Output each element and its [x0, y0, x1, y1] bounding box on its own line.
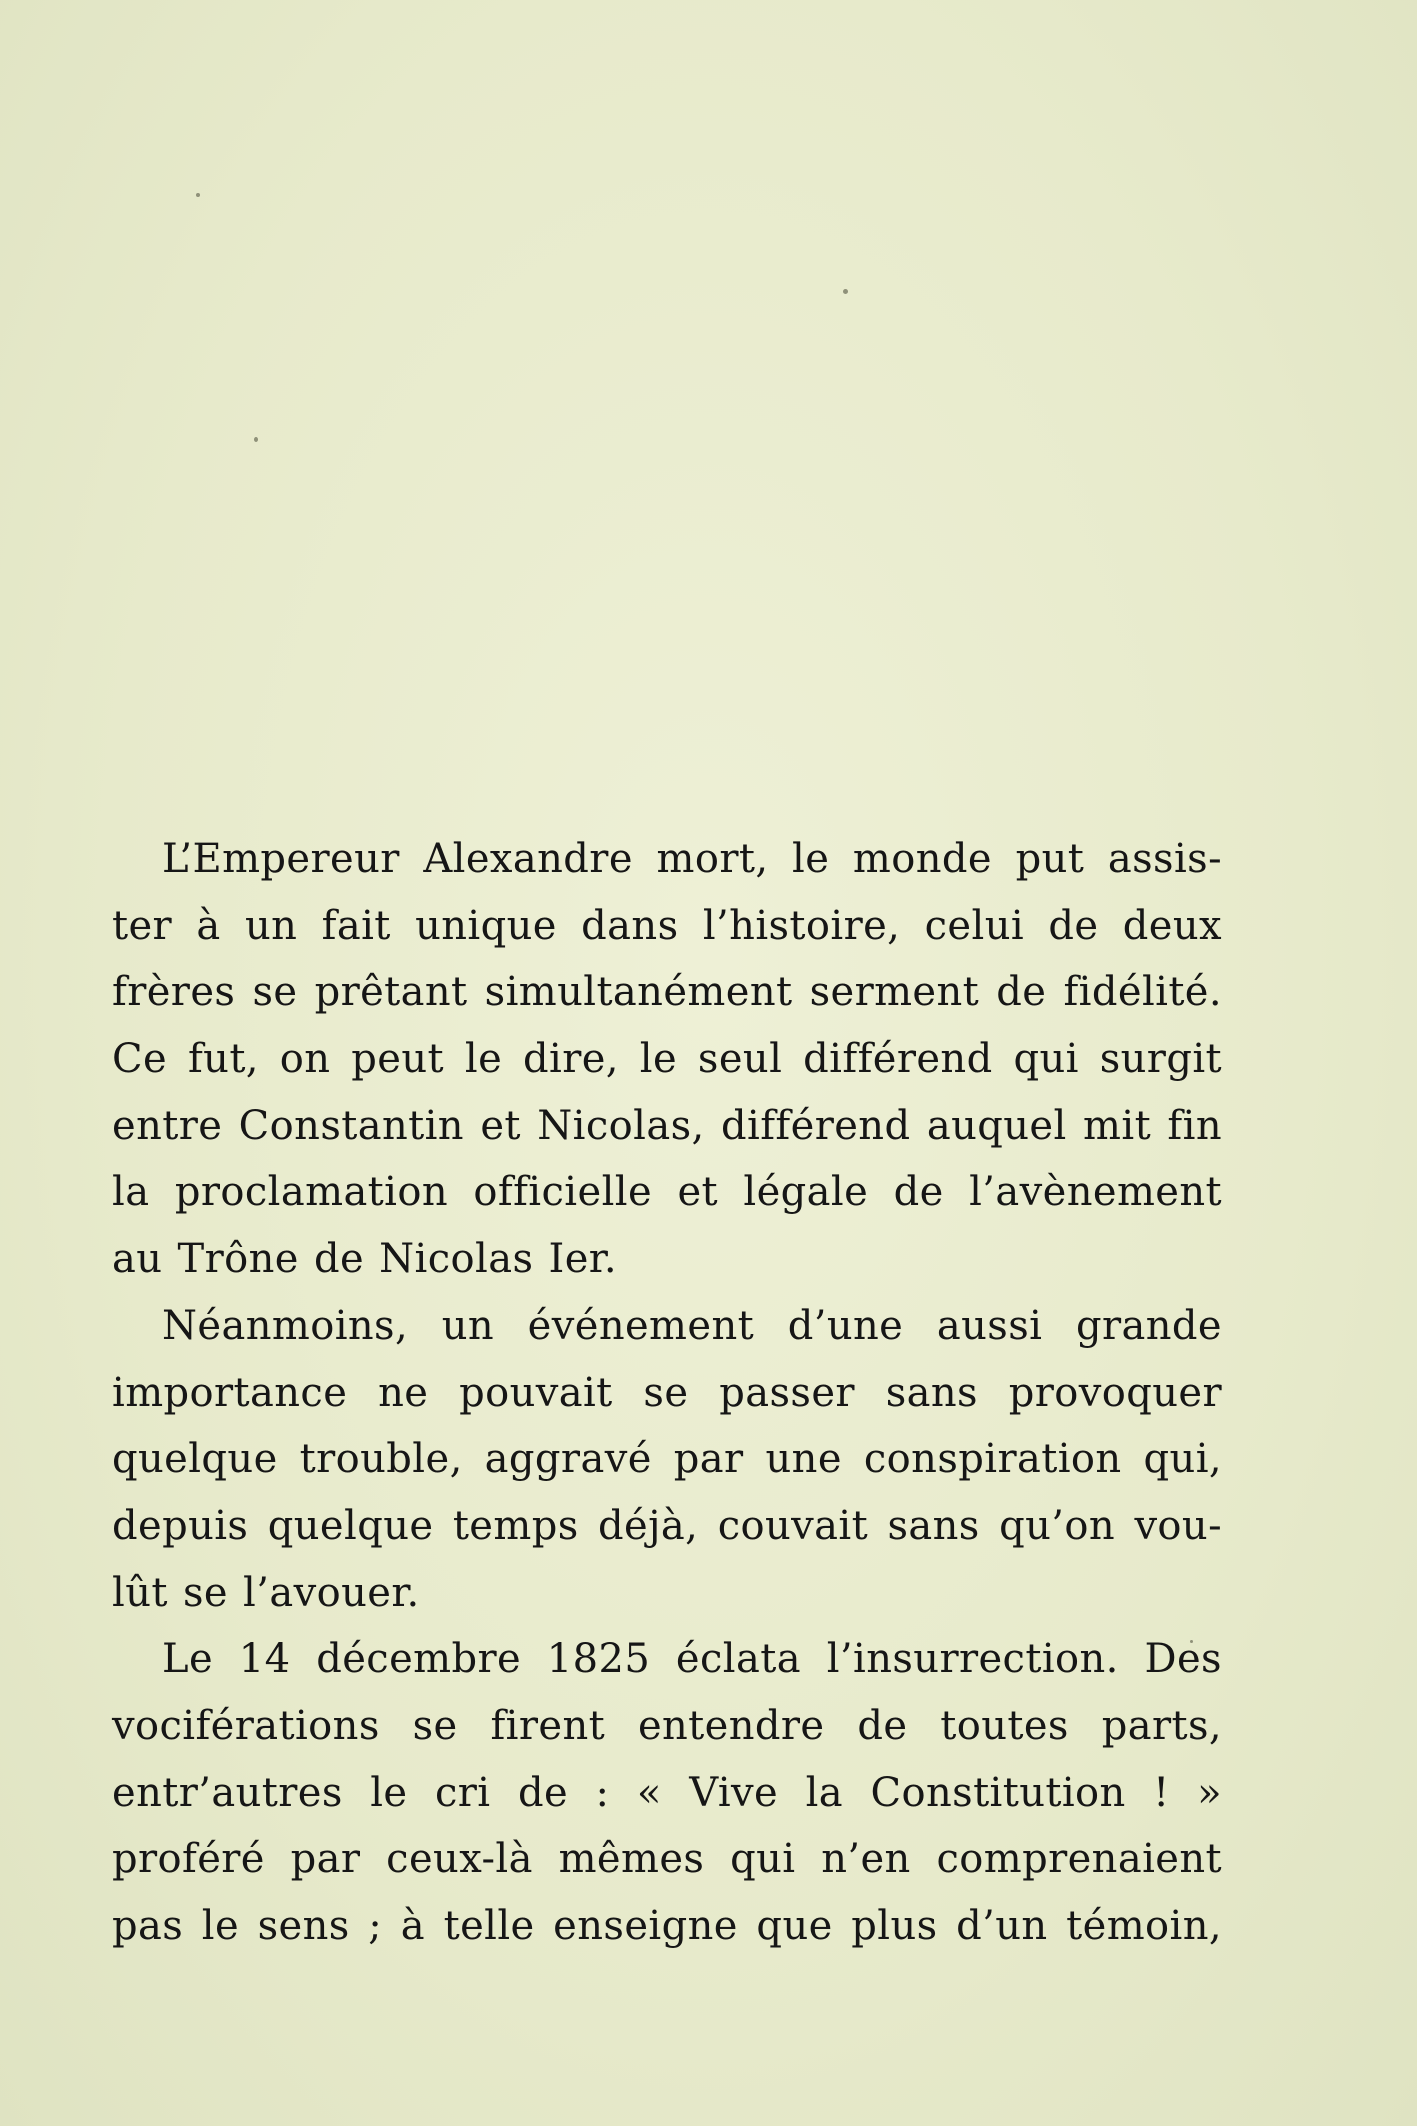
paper-speck — [843, 289, 848, 294]
text-line: lût se l’avouer. — [112, 1569, 420, 1616]
text-line: vociférations se firent entendre de toutes parts, — [112, 1702, 1222, 1749]
text-line: Néanmoins, un événement d’une aussi grande — [162, 1302, 1222, 1349]
text-line: proféré par ceux-là mêmes qui n’en comprenaient — [112, 1836, 1222, 1883]
text-line: L’Empereur Alexandre mort, le monde put assis- — [162, 836, 1222, 882]
text-line: Ce fut, on peut le dire, le seul différend qui surgit — [112, 1036, 1222, 1083]
text-line: depuis quelque temps déjà, couvait sans qu’on vou- — [112, 1502, 1222, 1549]
text-line: au Trône de Nicolas Ier. — [112, 1236, 618, 1283]
text-line: frères se prêtant simultanément serment de fidélité. — [112, 969, 1222, 1016]
body-text — [112, 826, 1222, 1960]
text-line: pas le sens ; à telle enseigne que plus d’un témoin, — [112, 1903, 1222, 1949]
text-line: entr’autres le cri de : « Vive la Constitution ! » — [112, 1769, 1222, 1816]
paper-speck — [254, 437, 258, 442]
text-line: importance ne pouvait se passer sans provoquer — [112, 1369, 1222, 1416]
paper-speck — [196, 193, 200, 197]
text-line: la proclamation officielle et légale de l’avènement — [112, 1169, 1222, 1216]
text-line: quelque trouble, aggravé par une conspiration qui, — [112, 1436, 1222, 1483]
text-line: entre Constantin et Nicolas, différend auquel mit fin — [112, 1102, 1222, 1149]
text-line: Le 14 décembre 1825 éclata l’insurrection. Des — [162, 1636, 1222, 1683]
text-line: ter à un fait unique dans l’histoire, celui de deux — [112, 902, 1222, 949]
